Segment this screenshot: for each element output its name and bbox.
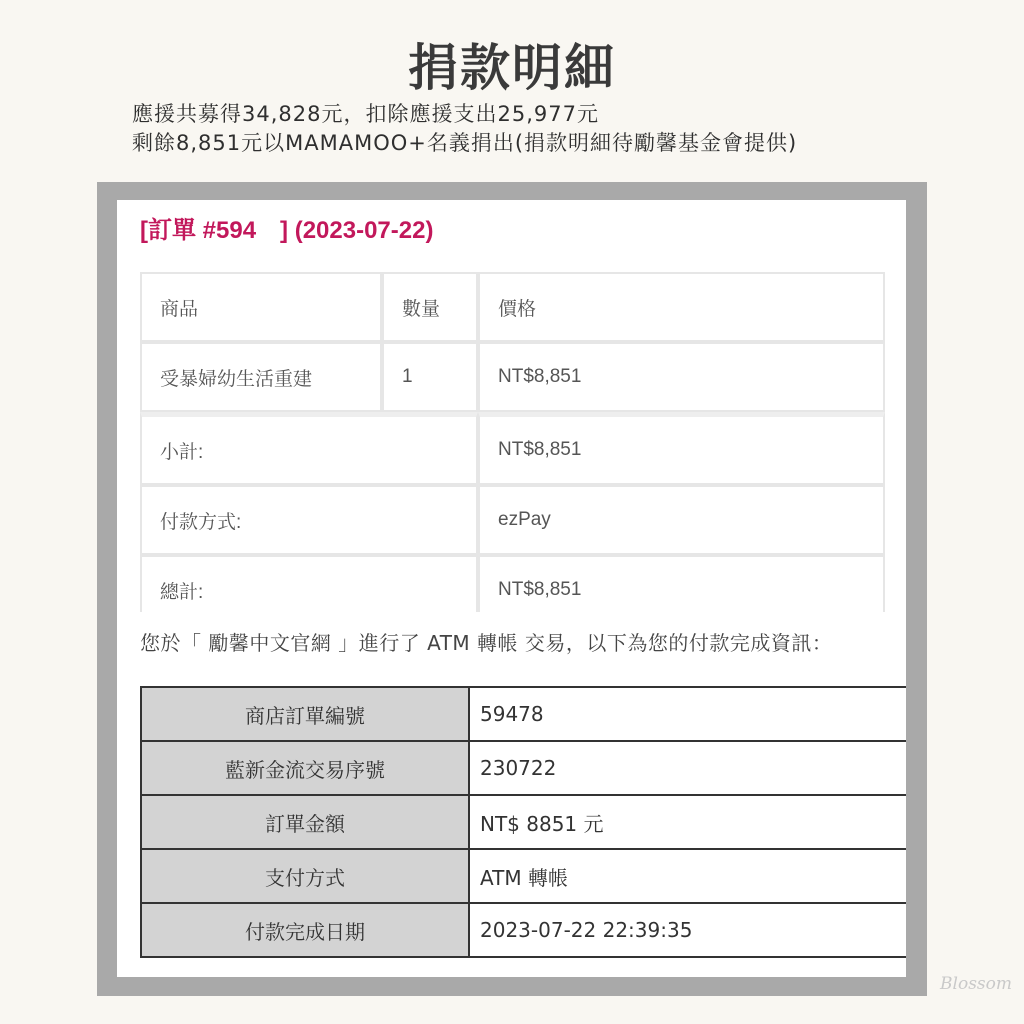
info-value: 230722 (469, 741, 906, 795)
order-table (140, 272, 885, 625)
info-value: ATM 轉帳 (469, 849, 906, 903)
total-label: 總計: (140, 555, 478, 625)
order-item-row (140, 342, 885, 412)
info-key: 支付方式 (141, 849, 469, 903)
subtotal-value: NT$8,851 (478, 412, 885, 485)
subtotal-label: 小計: (140, 412, 478, 485)
payment-method-label: 付款方式: (140, 485, 478, 555)
summary-line-2: 剩餘8,851元以MAMAMOO+名義捐出(捐款明細待勵馨基金會提供) (132, 131, 798, 155)
payment-method-row (140, 485, 885, 555)
info-key: 訂單金額 (141, 795, 469, 849)
info-value: 59478 (469, 687, 906, 741)
payment-info-row (141, 687, 906, 741)
payment-info-table (140, 686, 906, 958)
info-key: 付款完成日期 (141, 903, 469, 957)
summary-text (132, 100, 797, 158)
watermark-signature: Blossom (940, 974, 1012, 994)
item-price: NT$8,851 (478, 342, 885, 412)
header-quantity: 數量 (382, 272, 478, 342)
payment-info-row (141, 795, 906, 849)
payment-info-row (141, 903, 906, 957)
page-title: 捐款明細 (408, 39, 616, 97)
atm-intro-text: 您於「 勵馨中文官網 」進行了 ATM 轉帳 交易，以下為您的付款完成資訊： (140, 631, 833, 655)
payment-info-row (141, 849, 906, 903)
subtotal-row (140, 412, 885, 485)
info-value: NT$ 8851 元 (469, 795, 906, 849)
summary-line-1: 應援共募得34,828元，扣除應援支出25,977元 (132, 102, 599, 126)
payment-method-value: ezPay (478, 485, 885, 555)
header-product: 商品 (140, 272, 382, 342)
payment-info-row (141, 741, 906, 795)
info-key: 藍新金流交易序號 (141, 741, 469, 795)
info-value: 2023-07-22 22:39:35 (469, 903, 906, 957)
order-heading: [訂單 #594 ] (2023-07-22) (140, 217, 434, 244)
order-header-row (140, 272, 885, 342)
header-price: 價格 (478, 272, 885, 342)
item-product: 受暴婦幼生活重建 (140, 342, 382, 412)
item-quantity: 1 (382, 342, 478, 412)
total-value: NT$8,851 (478, 555, 885, 625)
info-key: 商店訂單編號 (141, 687, 469, 741)
